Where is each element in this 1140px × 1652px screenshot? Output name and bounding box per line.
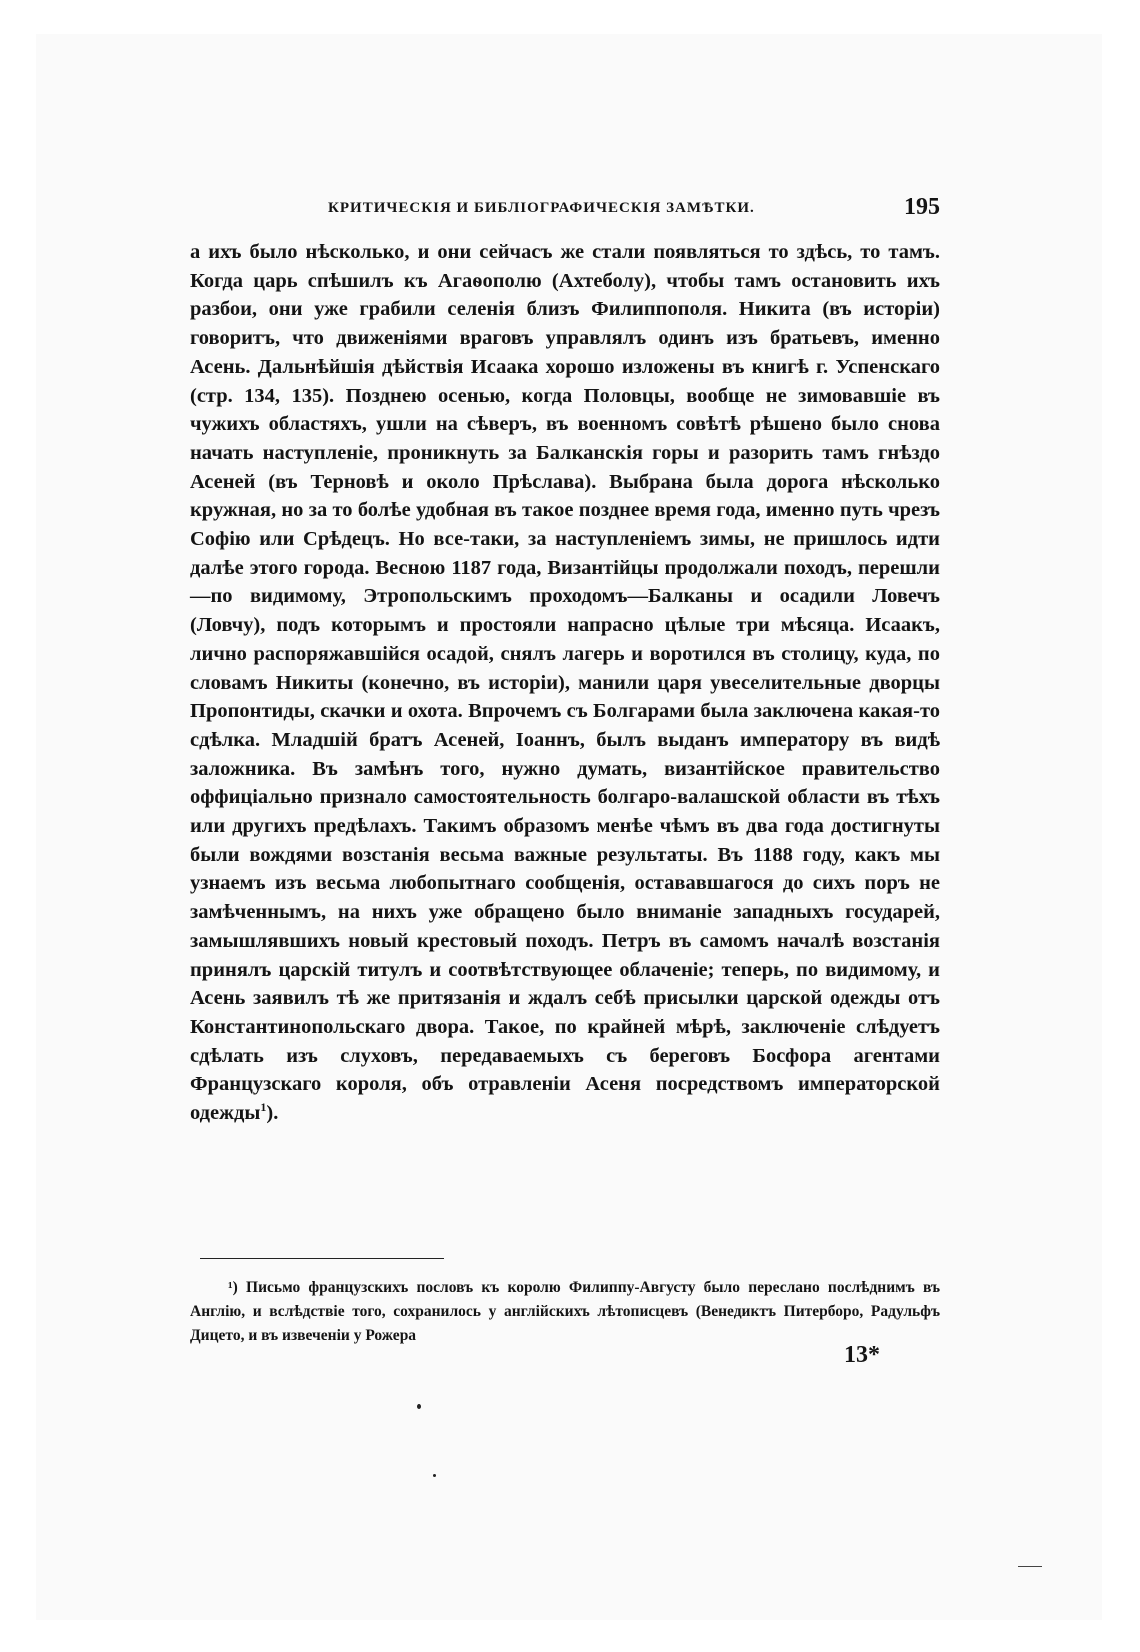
- body-text-main: а ихъ было нѣсколько, и они сейчасъ же стали появляться то здѣсь, то тамъ. Когда царь спѣшилъ къ Агаѳополю (Ахтеболу), чтобы тамъ остановить ихъ разбои, они уже грабили селенія близъ Филиппополя. Никита (въ исторіи) говоритъ, что движеніями враговъ управлялъ одинъ изъ братьевъ, именно Асень. Дальнѣйшія дѣйствія Исаака хорошо изложены въ книгѣ г. Успенскаго (стр. 134, 135). Позднею осенью, когда Половцы, вообще не зимовавшіе въ чужихъ областяхъ, ушли на сѣверъ, въ военномъ совѣтѣ рѣшено было снова начать наступленіе, проникнуть за Балканскія горы и разорить тамъ гнѣздо Асеней (въ Терновѣ и около Прѣслава). Выбрана была дорога нѣсколько кружная, но за то болѣе удобная въ такое позднее время года, именно путь чрезъ Софію или Срѣдецъ. Но все-таки, за наступленіемъ зимы, не пришлось идти далѣе этого города. Весною 1187 года, Византійцы продолжали походъ, перешли—по видимому, Этропольскимъ проходомъ—Балканы и осадили Ловечъ (Ловчу), подъ которымъ и простояли напрасно цѣлые три мѣсяца. Исаакъ, лично распоряжавшійся осадой, снялъ лагерь и воротился въ столицу, куда, по словамъ Никиты (конечно, въ исторіи), манили царя увеселительные дворцы Пропонтиды, скачки и охота. Впрочемъ съ Болгарами была заключена какая-то сдѣлка. Младшій братъ Асеней, Іоаннъ, былъ выданъ императору въ видѣ заложника. Въ замѣнъ того, нужно думать, византійское правительство оффиціально признало самостоятельность болгаро-валашской области въ тѣхъ или другихъ предѣлахъ. Такимъ образомъ менѣе чѣмъ въ два года достигнуты были вождями возстанія весьма важные результаты. Въ 1188 году, какъ мы узнаемъ изъ весьма любопытнаго сообщенія, остававшагося до сихъ поръ не замѣченнымъ, на нихъ уже обращено было вниманіе западныхъ государей, замышлявшихъ новый крестовый походъ. Петръ въ самомъ началѣ возстанія принялъ царскій титулъ и соотвѣтствующее облаченіе; теперь, по видимому, и Асень заявилъ тѣ же притязанія и ждалъ себѣ присылки царской одежды отъ Константинопольскаго двора. Такое, по крайней мѣрѣ, заключеніе слѣдуетъ сдѣлать изъ слуховъ, передаваемыхъ съ береговъ Босфора агентами Французскаго короля, объ отравленіи Асеня посредствомъ императорской одежды: [190, 241, 940, 1125]
- edge-mark: [1018, 1566, 1042, 1567]
- page-number: 195: [904, 194, 940, 220]
- ink-speck: [417, 1404, 421, 1409]
- footnote-reference: 1: [260, 1100, 267, 1115]
- page-header: [328, 196, 940, 224]
- body-paragraph: [190, 238, 940, 1128]
- signature-mark: 13*: [844, 1342, 880, 1368]
- footnote: [190, 1276, 940, 1348]
- footnote-divider: [200, 1258, 444, 1259]
- running-head: КРИТИЧЕСКІЯ И БИБЛІОГРАФИЧЕСКІЯ ЗАМѢТКИ.: [328, 200, 755, 216]
- ink-speck: [433, 1474, 436, 1477]
- footnote-marker: ¹): [228, 1279, 238, 1296]
- footnote-text: Письмо французскихъ пословъ къ королю Филиппу-Августу было переслано послѣднимъ въ Англію, и вслѣдствіе того, сохранилось у англійскихъ лѣтописцевъ (Венедиктъ Питерборо, Радульфъ Дицето, и въ извеченіи у Рожера: [190, 1279, 940, 1344]
- body-text-end: ).: [266, 1102, 279, 1125]
